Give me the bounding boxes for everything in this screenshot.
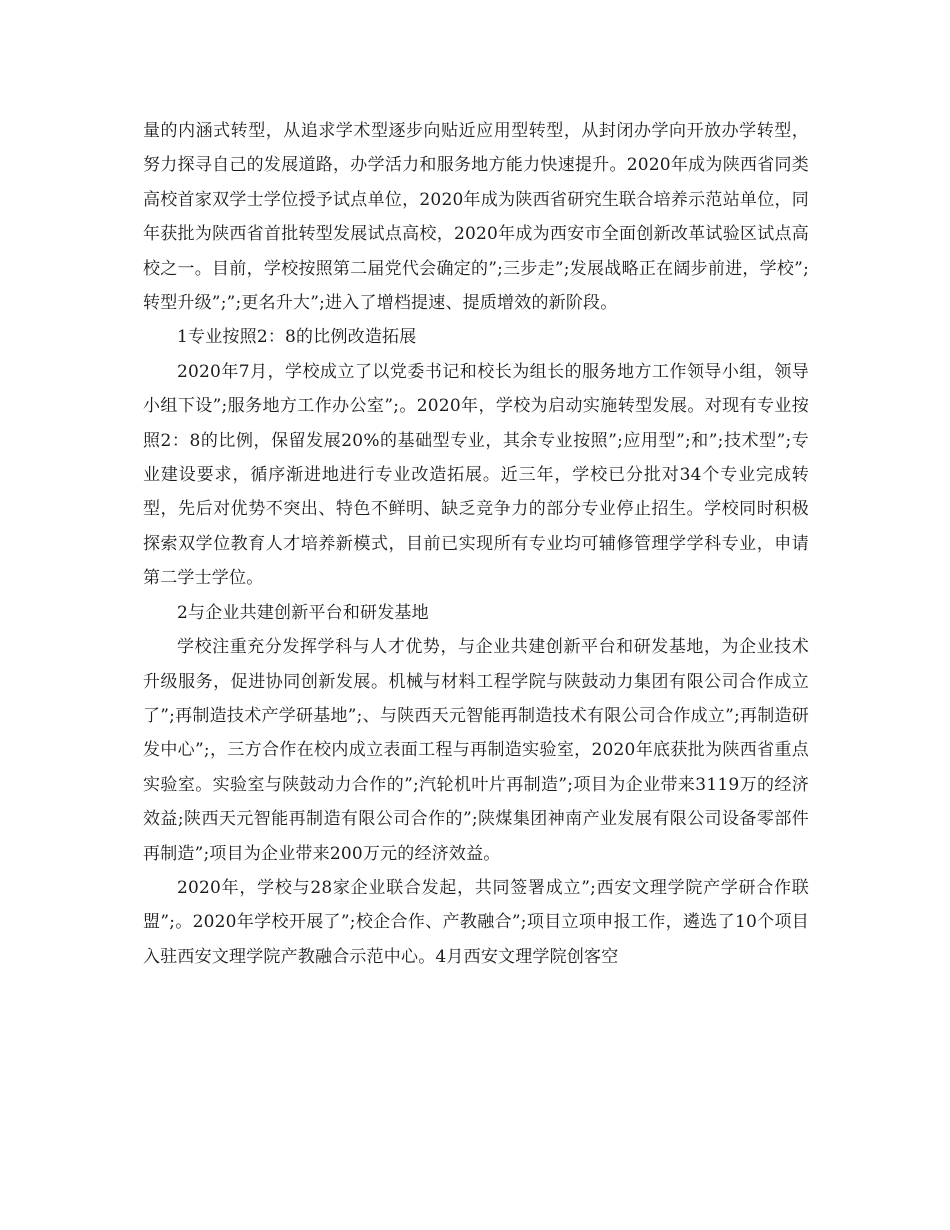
document-body xyxy=(143,114,809,974)
paragraph-section-2: 学校注重充分发挥学科与人才优势，与企业共建创新平台和研发基地，为企业技术升级服务，促进协同创新发展。机械与材料工程学院与陕鼓动力集团有限公司合作成立了”;再制造技术产学研基地”;、与陕西天元智能再制造技术有限公司合作成立”;再制造研发中心”;，三方合作在校内成立表面工程与再制造实验室，2020年底获批为陕西省重点实验室。实验室与陕鼓动力合作的”;汽轮机叶片再制造”;项目为企业带来3119万的经济效益;陕西天元智能再制造有限公司合作的”;陕煤集团神南产业发展有限公司设备零部件再制造”;项目为企业带来200万元的经济效益。 xyxy=(143,637,809,864)
section-heading-2: 2与企业共建创新平台和研发基地 xyxy=(177,602,429,623)
paragraph-continuation: 量的内涵式转型，从追求学术型逐步向贴近应用型转型，从封闭办学向开放办学转型，努力探寻自己的发展道路，办学活力和服务地方能力快速提升。2020年成为陕西省同类高校首家双学士学位授予试点单位，2020年成为陕西省研究生联合培养示范站单位，同年获批为陕西省首批转型发展试点高校，2020年成为西安市全面创新改革试验区试点高校之一。目前，学校按照第二届党代会确定的”;三步走”;发展战略正在阔步前进，学校”;转型升级”;”;更名升大”;进入了增档提速、提质增效的新阶段。 xyxy=(143,121,809,314)
paragraph-section-1: 2020年7月，学校成立了以党委书记和校长为组长的服务地方工作领导小组，领导小组下设”;服务地方工作办公室”;。2020年，学校为启动实施转型发展。对现有专业按照2：8的比例，保留发展20%的基础型专业，其余专业按照”;应用型”;和”;技术型”;专业建设要求，循序渐进地进行专业改造拓展。近三年，学校已分批对34个专业完成转型，先后对优势不突出、特色不鲜明、缺乏竞争力的部分专业停止招生。学校同时积极探索双学位教育人才培养新模式，目前已实现所有专业均可辅修管理学学科专业，申请第二学士学位。 xyxy=(143,361,809,589)
section-heading-1: 1专业按照2：8的比例改造拓展 xyxy=(177,327,417,348)
paragraph-alliance: 2020年，学校与28家企业联合发起，共同签署成立”;西安文理学院产学研合作联盟”;。2020年学校开展了”;校企合作、产教融合”;项目立项申报工作，遴选了10个项目入驻西安文理学院产教融合示范中心。4月西安文理学院创客空 xyxy=(143,877,809,967)
